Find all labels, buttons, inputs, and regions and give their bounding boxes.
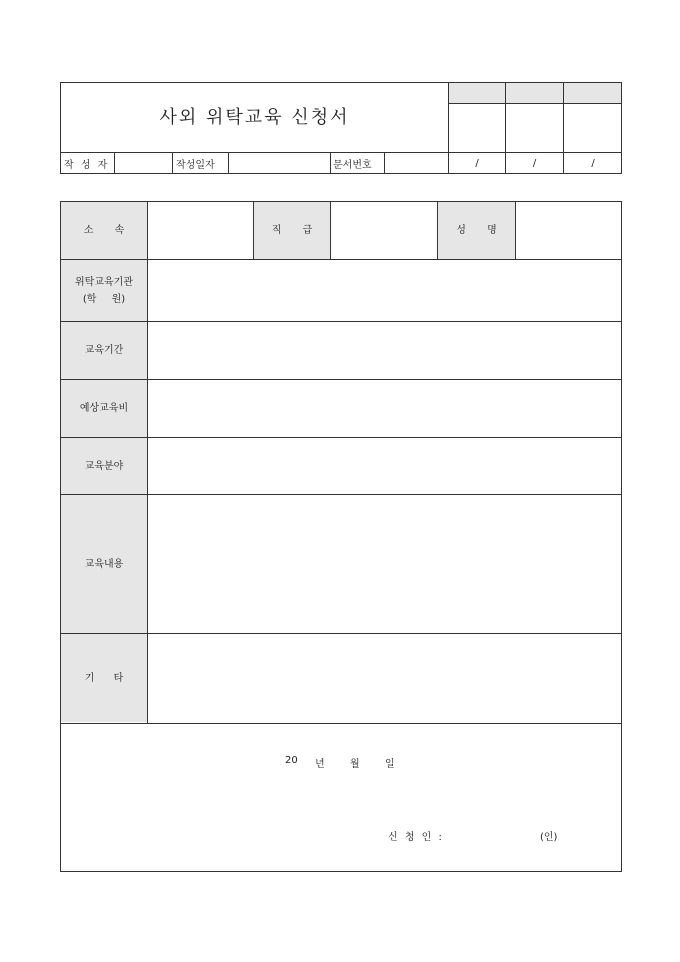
etc-field[interactable] [148, 634, 621, 723]
author-field[interactable] [115, 153, 172, 174]
field-label: 교육분야 [84, 460, 124, 472]
doc-number-field[interactable] [385, 153, 448, 174]
position-field[interactable] [331, 202, 437, 259]
approval-date-3[interactable]: / [591, 158, 595, 169]
date-year[interactable]: 20 [285, 755, 298, 766]
institution-label-line2: (학 원) [82, 293, 126, 305]
approval-header-strip [448, 83, 621, 103]
position-label: 직 급 [271, 225, 313, 236]
affiliation-label: 소 속 [83, 225, 125, 236]
content-label: 교육내용 [84, 558, 124, 570]
name-field[interactable] [516, 202, 621, 259]
period-field[interactable] [148, 322, 621, 379]
cost-label: 예상교육비 [79, 403, 129, 414]
author-label: 작 성 자 [64, 160, 110, 171]
etc-label: 기 타 [84, 673, 124, 684]
institution-label [61, 260, 147, 321]
doc-number-label: 문서번호 [333, 160, 372, 171]
date-field[interactable] [229, 153, 330, 174]
date-label: 작성일자 [176, 160, 215, 171]
seal-label: (인) [540, 832, 558, 843]
approval-date-1[interactable]: / [475, 158, 479, 169]
date-month-unit: 월 [350, 759, 360, 770]
name-label: 성 명 [456, 225, 497, 236]
cost-field[interactable] [148, 380, 621, 437]
approval-date-2[interactable]: / [532, 158, 537, 169]
date-day-unit: 일 [385, 759, 395, 770]
date-year-unit: 년 [315, 759, 325, 770]
affiliation-field[interactable] [148, 202, 253, 259]
field-field[interactable] [148, 438, 621, 494]
institution-field[interactable] [148, 260, 621, 321]
institution-label-line1: 위탁교육기관 [75, 276, 133, 288]
applicant-field[interactable] [450, 824, 535, 842]
page-title: 사외 위탁교육 신청서 [159, 106, 350, 128]
content-field[interactable] [148, 495, 621, 633]
applicant-label: 신 청 인 : [388, 832, 444, 843]
period-label: 교육기간 [84, 345, 124, 356]
